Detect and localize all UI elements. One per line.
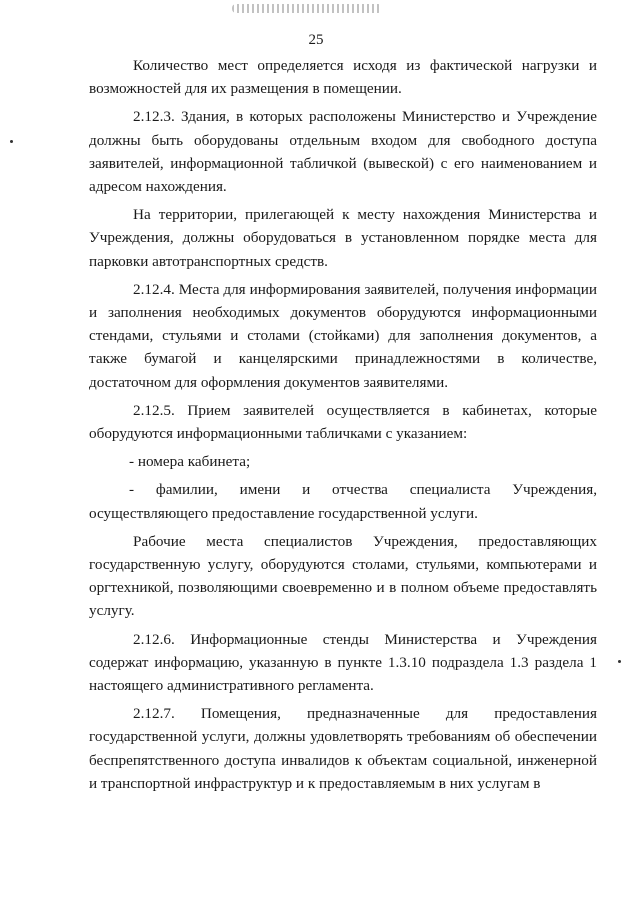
paragraph: 2.12.7. Помещения, предназначенные для предоставления государственной услуги, должны удовлетворять требованиям об обеспечении беспрепятственного доступа инвалидов к объектам социальной, инженерной и транспортной инфраструктур и к предоставляемым в них услугам в: [89, 705, 597, 792]
page-number: 25: [308, 32, 324, 48]
scan-speck: [10, 140, 13, 143]
paragraph: 2.12.4. Места для информирования заявителей, получения информации и заполнения необходимых документов оборудуются информационными стендами, стульями и столами (стойками) для заполнения документов, а также бумагой и канцелярскими принадлежностями в количестве, достаточном для оформления документов заявителями.: [89, 280, 597, 391]
list-item: - номера кабинета;: [129, 453, 251, 471]
paragraph: Рабочие места специалистов Учреждения, предоставляющих государственную услугу, оборудуются столами, стульями, компьютерами и оргтехникой, позволяющими своевременно и в полном объеме предоставлять услугу.: [89, 532, 597, 620]
paragraph: 2.12.3. Здания, в которых расположены Министерство и Учреждение должны быть оборудованы отдельным входом для свободного доступа заявителей, информационной табличкой (вывеской) с его наименованием и адресом нахождения.: [89, 108, 597, 196]
scan-artifact: [232, 4, 382, 13]
document-body: [89, 54, 597, 800]
paragraph: 2.12.6. Информационные стенды Министерства и Учреждения содержат информацию, указанную в пункте 1.3.10 подраздела 1.3 раздела 1 настоящего административного регламента.: [89, 630, 597, 695]
paragraph: На территории, прилегающей к месту нахождения Министерства и Учреждения, должны оборудоваться в установленном порядке места для парковки автотранспортных средств.: [89, 206, 597, 270]
scan-speck: [618, 660, 621, 663]
list-item: - фамилии, имени и отчества специалиста Учреждения, осуществляющего предоставление государственной услуги.: [89, 481, 597, 522]
paragraph: Количество мест определяется исходя из фактической нагрузки и возможностей для их размещения в помещении.: [89, 57, 597, 98]
paragraph: 2.12.5. Прием заявителей осуществляется в кабинетах, которые оборудуются информационными табличками с указанием:: [89, 401, 597, 443]
